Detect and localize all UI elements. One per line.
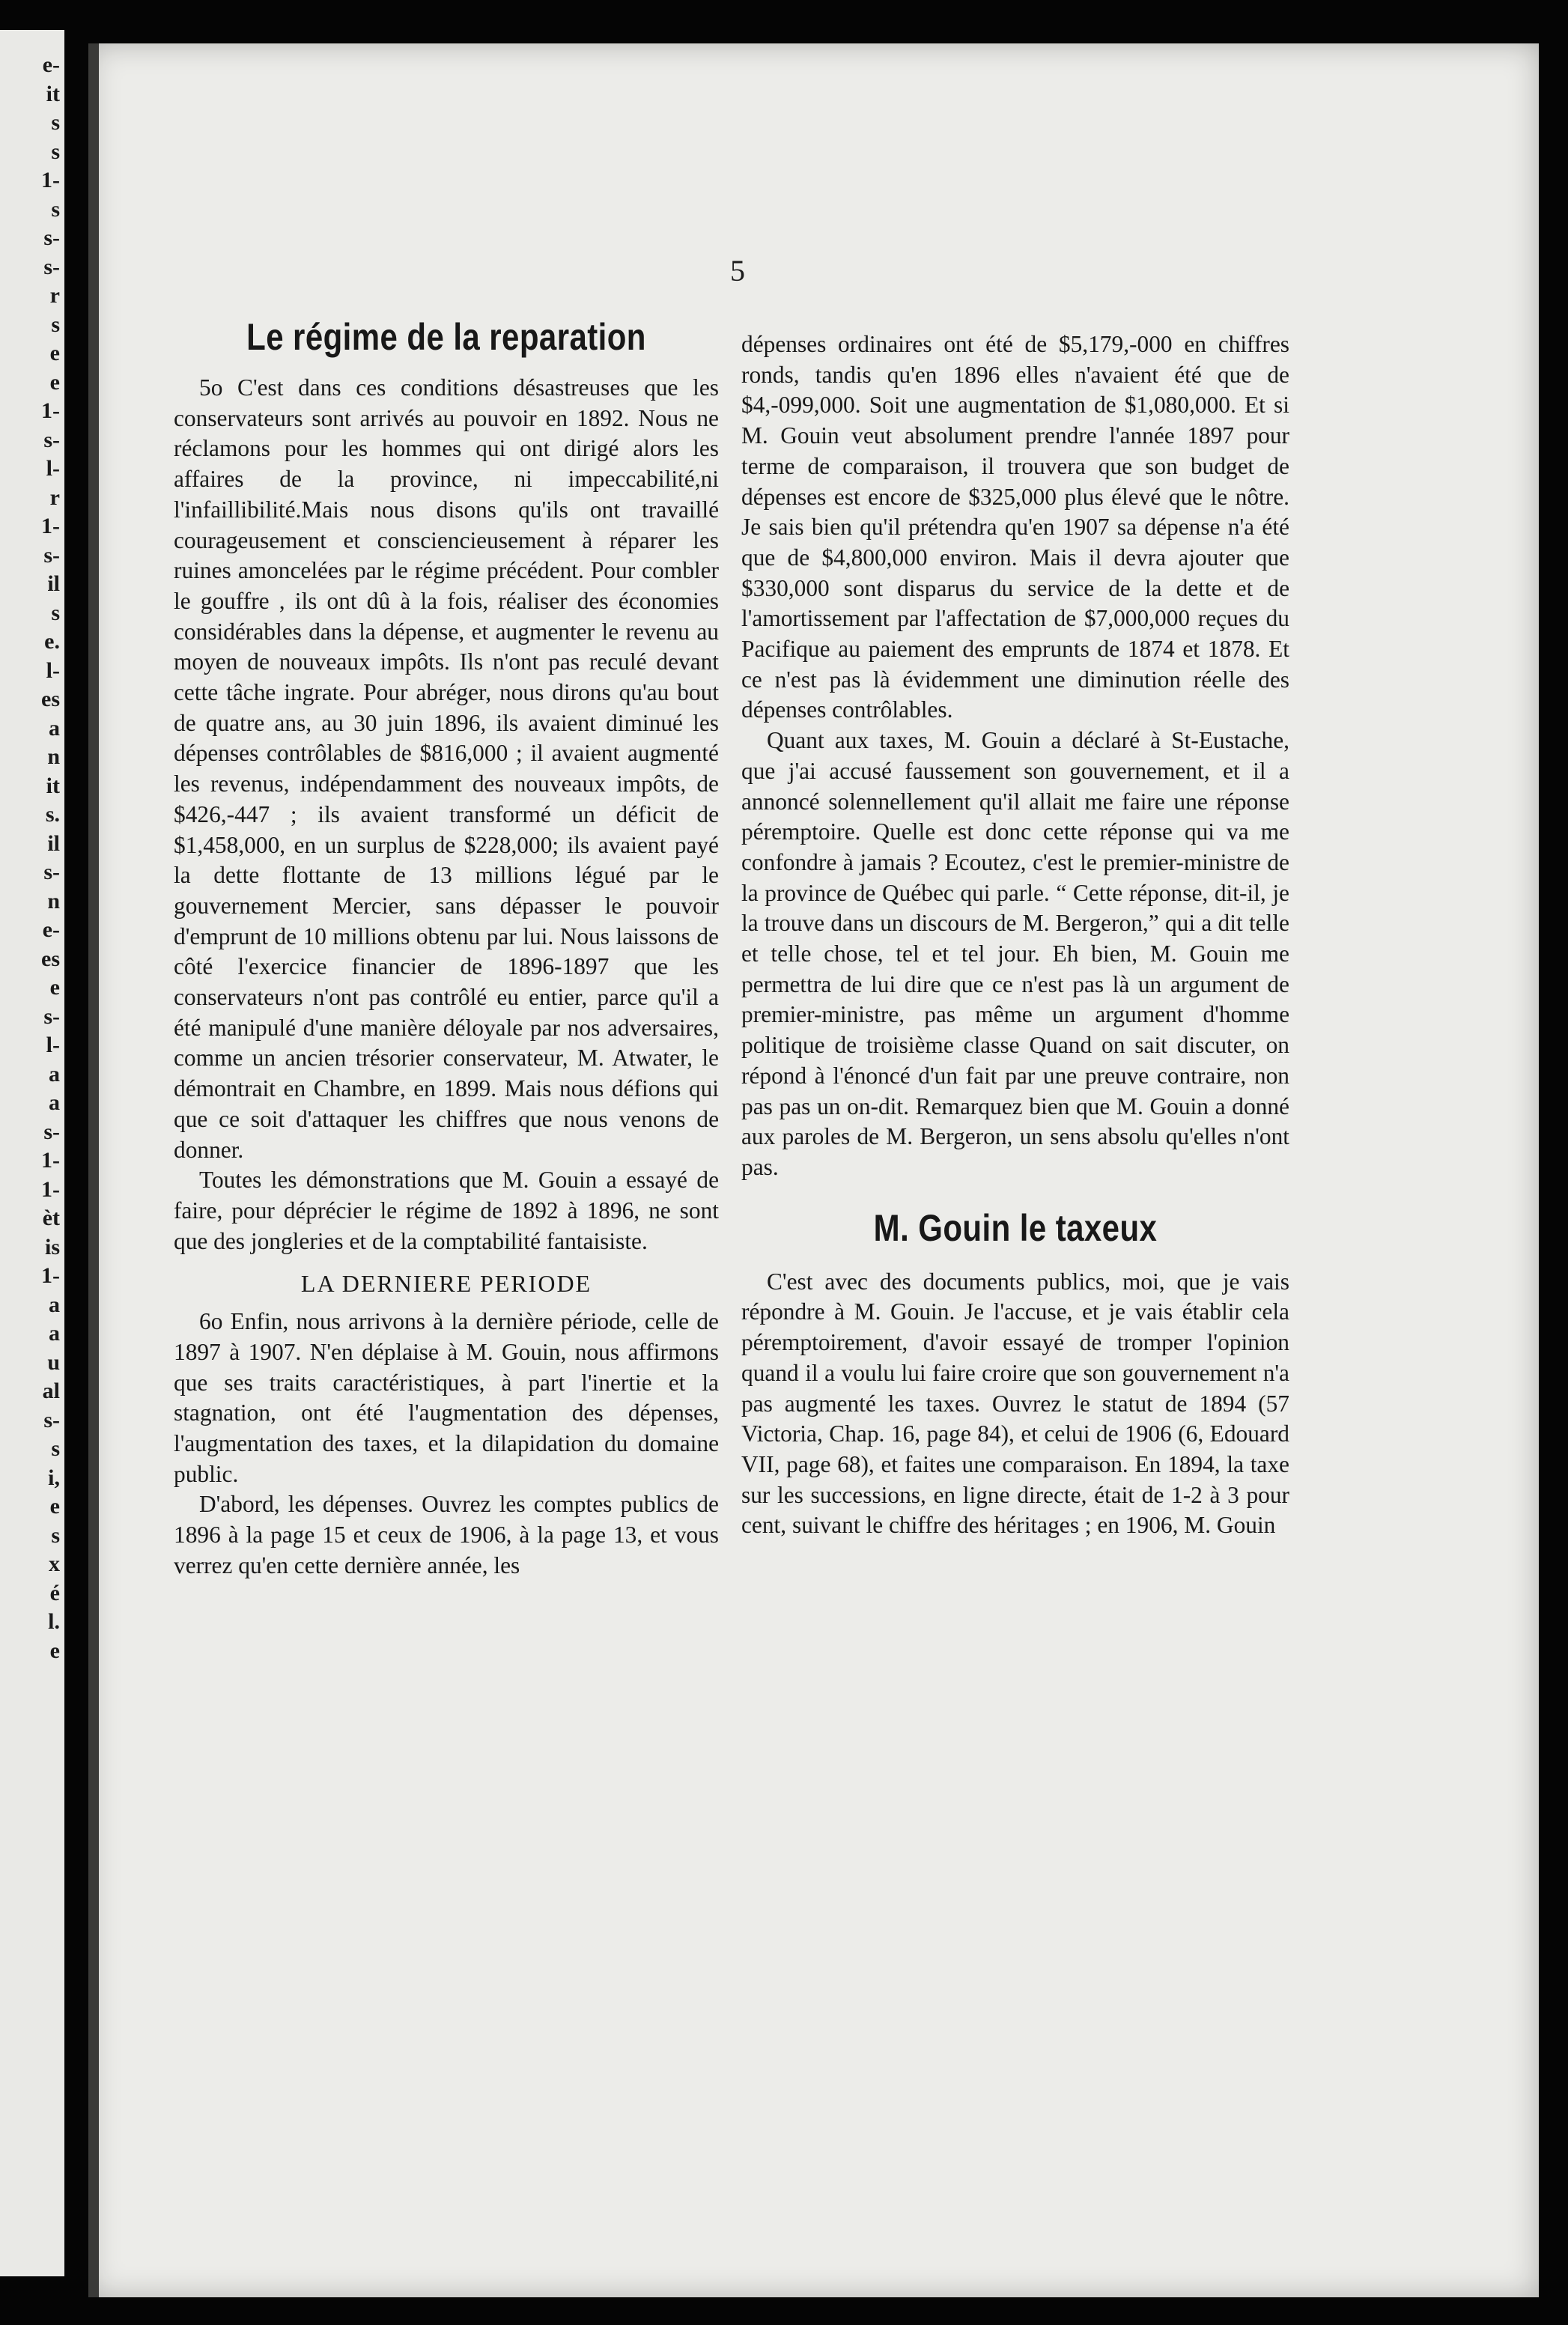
margin-fragment: i, xyxy=(48,1465,60,1490)
margin-fragment: a xyxy=(49,715,60,741)
margin-fragment: s xyxy=(51,311,60,337)
section-heading-gouin-taxeux: M. Gouin le taxeux xyxy=(873,1206,1158,1249)
body-paragraph: C'est avec des documents publics, moi, que je vais répondre à M. Gouin. Je l'accuse, et je vais établir cela péremptoirement, d'avoir essayé de tromper l'opinion quand il a voulu lui faire croire que son gouvernement n'a pas augmenté les taxes. Ouvrez le statut de 1894 (57 Victoria, Chap. 16, page 84), et celui de 1906 (6, Edouard VII, page 68), et faites une comparaison. En 1894, la taxe sur les successions, en ligne directe, était de 1-2 à 3 pour cent, suivant le chiffre des héritages ; en 1906, M. Gouin xyxy=(741,1268,1289,1539)
left-column xyxy=(174,314,719,1581)
margin-fragment: s xyxy=(51,196,60,222)
margin-fragment: e xyxy=(49,341,60,365)
margin-fragment: s xyxy=(51,1436,60,1461)
margin-fragment: e xyxy=(49,369,60,395)
margin-fragment: s- xyxy=(43,1119,60,1144)
section-heading-reparation: Le régime de la reparation xyxy=(246,316,646,358)
margin-fragment: is xyxy=(44,1234,60,1259)
body-paragraph: 6o Enfin, nous arrivons à la dernière période, celle de 1897 à 1907. N'en déplaise à M. Gouin, nous affirmons que ses traits caractéristiques, à part l'inertie et la stagnation, ont été l'augmentation des dépenses, l'augmentation des taxes, et la dilapidation du domaine public. xyxy=(174,1308,719,1487)
margin-fragment: s- xyxy=(43,1407,60,1432)
margin-fragment: it xyxy=(46,81,60,106)
margin-fragment: e xyxy=(49,1494,60,1519)
margin-fragment: 1- xyxy=(41,398,60,423)
margin-fragment: l- xyxy=(46,1033,60,1057)
margin-fragment: l- xyxy=(46,456,60,481)
margin-fragment: e- xyxy=(42,52,60,77)
body-paragraph: D'abord, les dépenses. Ouvrez les comptes publics de 1896 à la page 15 et ceux de 1906, à la page 13, et vous verrez qu'en cette dernière année, les xyxy=(174,1491,719,1578)
margin-fragment: u xyxy=(47,1349,60,1375)
margin-fragment: a xyxy=(49,1061,60,1086)
body-paragraph: Toutes les démonstrations que M. Gouin a essayé de faire, pour déprécier le régime de 1892 à 1896, ne sont que des jongleries et de la comptabilité fantaisiste. xyxy=(174,1167,719,1254)
margin-fragment: al xyxy=(42,1379,60,1403)
margin-fragment: s- xyxy=(43,225,60,250)
margin-fragment: x xyxy=(49,1551,60,1576)
margin-fragment: s- xyxy=(43,427,60,452)
margin-fragment: s xyxy=(51,139,60,164)
margin-fragment: a xyxy=(49,1090,60,1115)
margin-fragment: r xyxy=(49,484,60,510)
body-paragraph: Quant aux taxes, M. Gouin a déclaré à St-Eustache, que j'ai accusé faussement son gouvernement, et il a annoncé solennellement qu'il allait me faire une réponse péremptoire. Quelle est donc cette réponse qui va me confondre à jamais ? Ecoutez, c'est le premier-ministre de la province de Québec qui parle. “ Cette réponse, dit-il, je la trouve dans un discours de M. Bergeron,” qui a dit telle et telle chose, tel et tel jour. Eh bien, M. Gouin me permettra de lui dire que ce n'est pas là un argument de premier-ministre, pas même un argument d'homme politique de troisième classe Quand on sait discuter, on répond à l'énoncé d'un fait par une preuve contraire, non pas pas un on-dit. Remarquez bien que M. Gouin a donné aux paroles de M. Bergeron, un sens absolu qu'elles n'ont pas. xyxy=(741,727,1289,1180)
margin-fragment: e xyxy=(49,1638,60,1663)
page-binding-shadow xyxy=(88,43,99,2297)
margin-fragment: èt xyxy=(42,1206,60,1230)
margin-fragment: e- xyxy=(42,917,60,942)
previous-page-edge xyxy=(0,30,64,2276)
margin-fragment: a xyxy=(49,1292,60,1317)
page-number: 5 xyxy=(730,254,745,288)
right-column xyxy=(741,329,1289,1541)
margin-fragment: e. xyxy=(44,629,60,654)
margin-fragment: il xyxy=(47,571,60,596)
margin-fragment: 1- xyxy=(41,1263,60,1288)
margin-fragment: s xyxy=(51,110,60,135)
margin-fragment: s- xyxy=(43,860,60,884)
margin-fragment: n xyxy=(47,744,60,769)
margin-fragment: s xyxy=(51,600,60,625)
margin-fragment: n xyxy=(47,888,60,914)
margin-fragment: 1- xyxy=(41,168,60,192)
margin-fragment: é xyxy=(49,1580,60,1605)
margin-fragment: 1- xyxy=(41,1176,60,1202)
margin-fragment: r xyxy=(49,283,60,308)
margin-fragment: l- xyxy=(46,657,60,683)
margin-fragment: il xyxy=(47,830,60,856)
margin-fragment: e xyxy=(49,975,60,1000)
margin-fragment: a xyxy=(49,1321,60,1346)
margin-fragment: s. xyxy=(45,802,60,827)
margin-fragment: l. xyxy=(48,1609,60,1634)
section-subheading-derniere-periode: LA DERNIERE PERIODE xyxy=(300,1270,592,1298)
margin-fragment: it xyxy=(46,773,60,798)
margin-fragment: 1- xyxy=(41,1148,60,1173)
margin-fragment: s- xyxy=(43,1003,60,1029)
margin-fragment: 1- xyxy=(41,514,60,538)
margin-fragment: s xyxy=(51,1522,60,1548)
margin-fragment: s- xyxy=(43,254,60,279)
margin-fragment: s- xyxy=(43,542,60,568)
margin-fragment: es xyxy=(41,946,60,971)
margin-fragment: es xyxy=(41,687,60,711)
body-paragraph: dépenses ordinaires ont été de $5,179,-000 en chiffres ronds, tandis qu'en 1896 elles n'avaient été que de $4,-099,000. Soit une augmentation de $1,080,000. Et si M. Gouin veut absolument prendre l'année 1897 pour terme de comparaison, il trouvera que son budget de dépenses est encore de $325,000 plus élevé que le nôtre. Je sais bien qu'il prétendra qu'en 1907 sa dépense n'a été que de $4,800,000 environ. Mais il devra ajouter que $330,000 sont disparus du service de la dette et de l'amortissement par l'affectation de $7,000,000 reçues du Pacifique au paiement des emprunts de 1874 et 1878. Et ce n'est pas là évidemment une diminution réelle des dépenses contrôlables. xyxy=(741,331,1289,723)
body-paragraph: 5o C'est dans ces conditions désastreuses que les conservateurs sont arrivés au pouvoir en 1892. Nous ne réclamons pour les hommes qui ont dirigé alors les affaires de la province, ni impeccabilité,ni l'infaillibilité.Mais nous disons qu'ils ont travaillé courageusement et consciencieusement à réparer les ruines amoncelées par le régime précédent. Pour combler le gouffre , ils ont dû à la fois, réaliser des économies considérables dans la dépense, et augmenter le revenu au moyen de nouveaux impôts. Ils n'ont pas reculé devant cette tâche ingrate. Pour abréger, nous dirons qu'au bout de quatre ans, au 30 juin 1896, ils avaient diminué les dépenses contrôlables de $816,000 ; il avaient augmenté les revenus, indépendamment des nouveaux impôts, de $426,-447 ; ils avaient transformé un déficit de $1,458,000, en un surplus de $228,000; ils avaient payé la dette flottante de 13 millions légué par le gouvernement Mercier, sans dépasser le pouvoir d'emprunt de 10 millions obtenu par lui. Nous laissons de côté l'exercice financier de 1896-1897 que les conservateurs n'ont pas contrôlé eu entier, parce qu'il a été manipulé d'une manière déloyale par nos adversaires, comme un ancien trésorier conservateur, M. Atwater, le démontrait en Chambre, en 1899. Mais nous défions qui que ce soit d'attaquer les chiffres que nous venons de donner. xyxy=(174,374,719,1163)
